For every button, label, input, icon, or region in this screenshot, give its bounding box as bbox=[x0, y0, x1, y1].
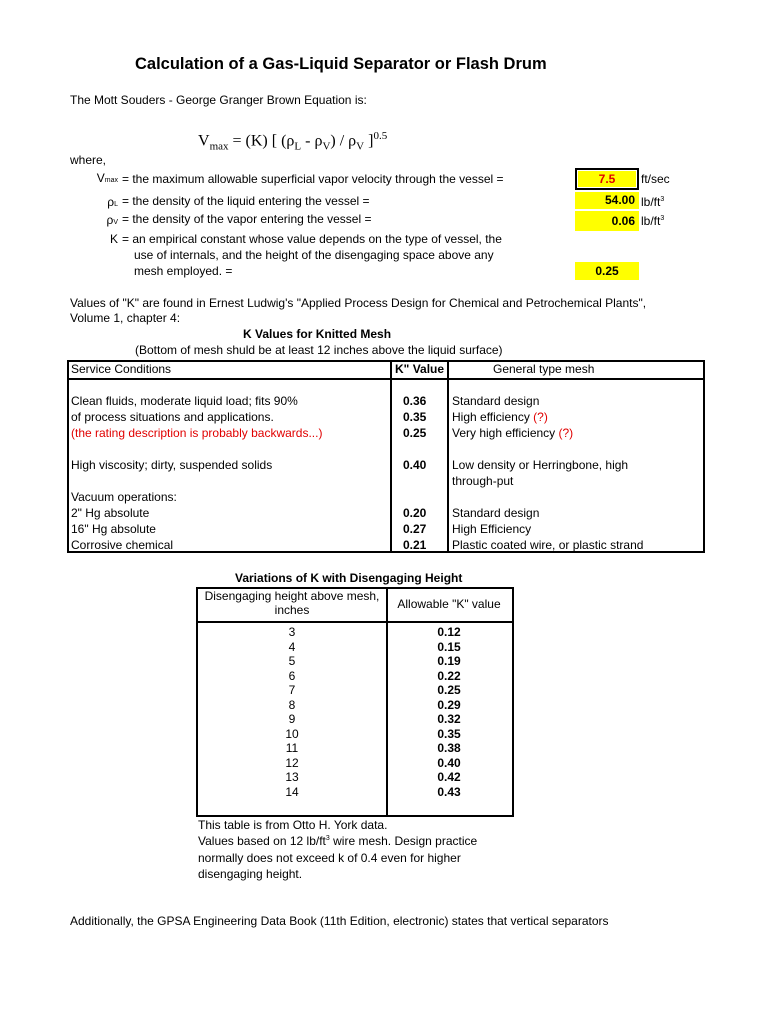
footer-text: Additionally, the GPSA Engineering Data Book (11th Edition, electronic) states that vertical separators bbox=[70, 914, 609, 928]
dis-row-height: 14 bbox=[285, 784, 299, 799]
dis-row-k: 0.22 bbox=[437, 668, 461, 683]
rhov-description: = the density of the vapor entering the vessel = bbox=[122, 212, 372, 226]
k-table-header-mesh: General type mesh bbox=[493, 362, 595, 376]
dis-row-k: 0.42 bbox=[437, 770, 461, 784]
rhov-unit: $lb/ft^3$ bbox=[641, 214, 665, 228]
table-row-cond: Vacuum operations: bbox=[71, 490, 177, 504]
dis-row-k: 0.29 bbox=[437, 697, 461, 712]
vmax-symbol: Vmax bbox=[96, 171, 118, 185]
rhov-symbol: ρV bbox=[106, 213, 118, 227]
dis-row-k: 0.43 bbox=[437, 784, 461, 799]
table-row-cond: Corrosive chemical bbox=[71, 538, 174, 552]
dis-row-k: 0.35 bbox=[437, 726, 461, 741]
disengaging-height-table bbox=[196, 587, 514, 817]
k-symbol: K bbox=[109, 232, 118, 246]
table-row-mesh: Very high efficiency (?) bbox=[452, 426, 574, 440]
where-label: where, bbox=[70, 153, 107, 167]
vmax-description: = the maximum allowable superficial vapor velocity through the vessel = bbox=[122, 172, 504, 186]
k-description-1: = an empirical constant whose value depends on the type of vessel, the bbox=[122, 232, 502, 246]
table-row-cond: Clean fluids, moderate liquid load; fits 90% bbox=[71, 394, 298, 408]
dis-row-k: 0.12 bbox=[437, 625, 461, 639]
table-row-cond: 16" Hg absolute bbox=[71, 522, 156, 536]
vmax-unit: ft/sec bbox=[641, 172, 670, 186]
dis-row-height: 12 bbox=[285, 755, 299, 770]
table-row-mesh: Standard design bbox=[452, 394, 540, 408]
mott-souders-equation: $V_{max} = (K)$ [ $(\rho_L - \rho_V) / \rho_V$ ]$^{0.5}$ bbox=[198, 130, 388, 153]
rhov-input[interactable]: 0.06 bbox=[575, 211, 639, 231]
k-input[interactable]: 0.25 bbox=[575, 262, 639, 280]
dis-row-k: 0.15 bbox=[437, 639, 461, 654]
dis-row-height: 7 bbox=[288, 683, 296, 697]
table-row-mesh: Plastic coated wire, or plastic strand bbox=[452, 538, 644, 552]
table-row-cond: High viscosity; dirty, suspended solids bbox=[71, 458, 273, 472]
dis-row-height: 8 bbox=[288, 697, 296, 712]
note-line-1: This table is from Otto H. York data. bbox=[198, 818, 388, 832]
page-title: Calculation of a Gas-Liquid Separator or Flash Drum bbox=[135, 55, 547, 73]
k-description-2: use of internals, and the height of the disengaging space above any bbox=[134, 248, 494, 262]
table-row-mesh: High efficiency (?) bbox=[452, 410, 548, 424]
dis-row-k: 0.19 bbox=[437, 654, 461, 668]
dis-table-header-height: Disengaging height above mesh, inches bbox=[204, 589, 380, 617]
dis-row-height: 13 bbox=[285, 770, 299, 784]
ludwig-reference-1: Values of "K" are found in Ernest Ludwig's "Applied Process Design for Chemical and Petrochemical Plants", bbox=[70, 296, 647, 310]
intro-text: The Mott Souders - George Granger Brown Equation is: bbox=[70, 93, 367, 107]
table-row-k: 0.20 bbox=[403, 506, 427, 520]
k-values-table bbox=[67, 360, 705, 553]
k-description-3: mesh employed. = bbox=[134, 264, 233, 278]
rhol-symbol: ρL bbox=[107, 195, 118, 209]
note-line-4: disengaging height. bbox=[198, 867, 303, 881]
note-line-2: Values based on 12 $lb/ft^3$ wire mesh. Design practice bbox=[198, 834, 478, 848]
rhol-unit: $lb/ft^3$ bbox=[641, 195, 665, 209]
vmax-value: 7.5 bbox=[578, 171, 636, 187]
table-row-mesh: High Efficiency bbox=[452, 522, 532, 536]
table-row-k: 0.40 bbox=[403, 458, 427, 472]
dis-row-k: 0.40 bbox=[437, 755, 461, 770]
table-row-mesh: Standard design bbox=[452, 506, 540, 520]
k-table-header-conditions: Service Conditions bbox=[71, 362, 172, 376]
dis-row-k: 0.32 bbox=[437, 712, 461, 726]
ludwig-reference-2: Volume 1, chapter 4: bbox=[70, 311, 181, 325]
k-table-title: K Values for Knitted Mesh bbox=[243, 327, 392, 341]
table-row-k: 0.35 bbox=[403, 410, 427, 424]
dis-row-height: 4 bbox=[288, 639, 296, 654]
rhol-input[interactable]: 54.00 bbox=[575, 192, 639, 209]
dis-row-height: 6 bbox=[288, 668, 296, 683]
dis-row-height: 3 bbox=[288, 625, 296, 639]
dis-row-height: 11 bbox=[285, 741, 299, 755]
dis-table-header-k: Allowable "K" value bbox=[397, 597, 501, 611]
k-table-header-k: K" Value bbox=[395, 362, 445, 376]
table-row-k: 0.36 bbox=[403, 394, 427, 408]
note-line-3: normally does not exceed k of 0.4 even for higher bbox=[198, 851, 461, 865]
dis-row-height: 9 bbox=[288, 712, 296, 726]
dis-row-k: 0.38 bbox=[437, 741, 461, 755]
table-row-cond: 2" Hg absolute bbox=[71, 506, 150, 520]
table-row-k: 0.27 bbox=[403, 522, 427, 536]
rhol-description: = the density of the liquid entering the vessel = bbox=[122, 194, 370, 208]
k-table-subtitle: (Bottom of mesh shuld be at least 12 inches above the liquid surface) bbox=[135, 343, 503, 357]
vmax-result-box bbox=[575, 168, 639, 190]
table-row-k: 0.21 bbox=[403, 538, 427, 552]
table-row-mesh-cont: through-put bbox=[452, 474, 514, 488]
dis-row-height: 10 bbox=[285, 726, 299, 741]
table-row-mesh: Low density or Herringbone, high bbox=[452, 458, 629, 472]
table-row-k: 0.25 bbox=[403, 426, 427, 440]
dis-row-height: 5 bbox=[288, 654, 296, 668]
dis-table-title: Variations of K with Disengaging Height bbox=[235, 571, 463, 585]
dis-row-k: 0.25 bbox=[437, 683, 461, 697]
table-row-cond-note: (the rating description is probably backwards...) bbox=[71, 426, 323, 440]
table-row-cond: of process situations and applications. bbox=[71, 410, 274, 424]
